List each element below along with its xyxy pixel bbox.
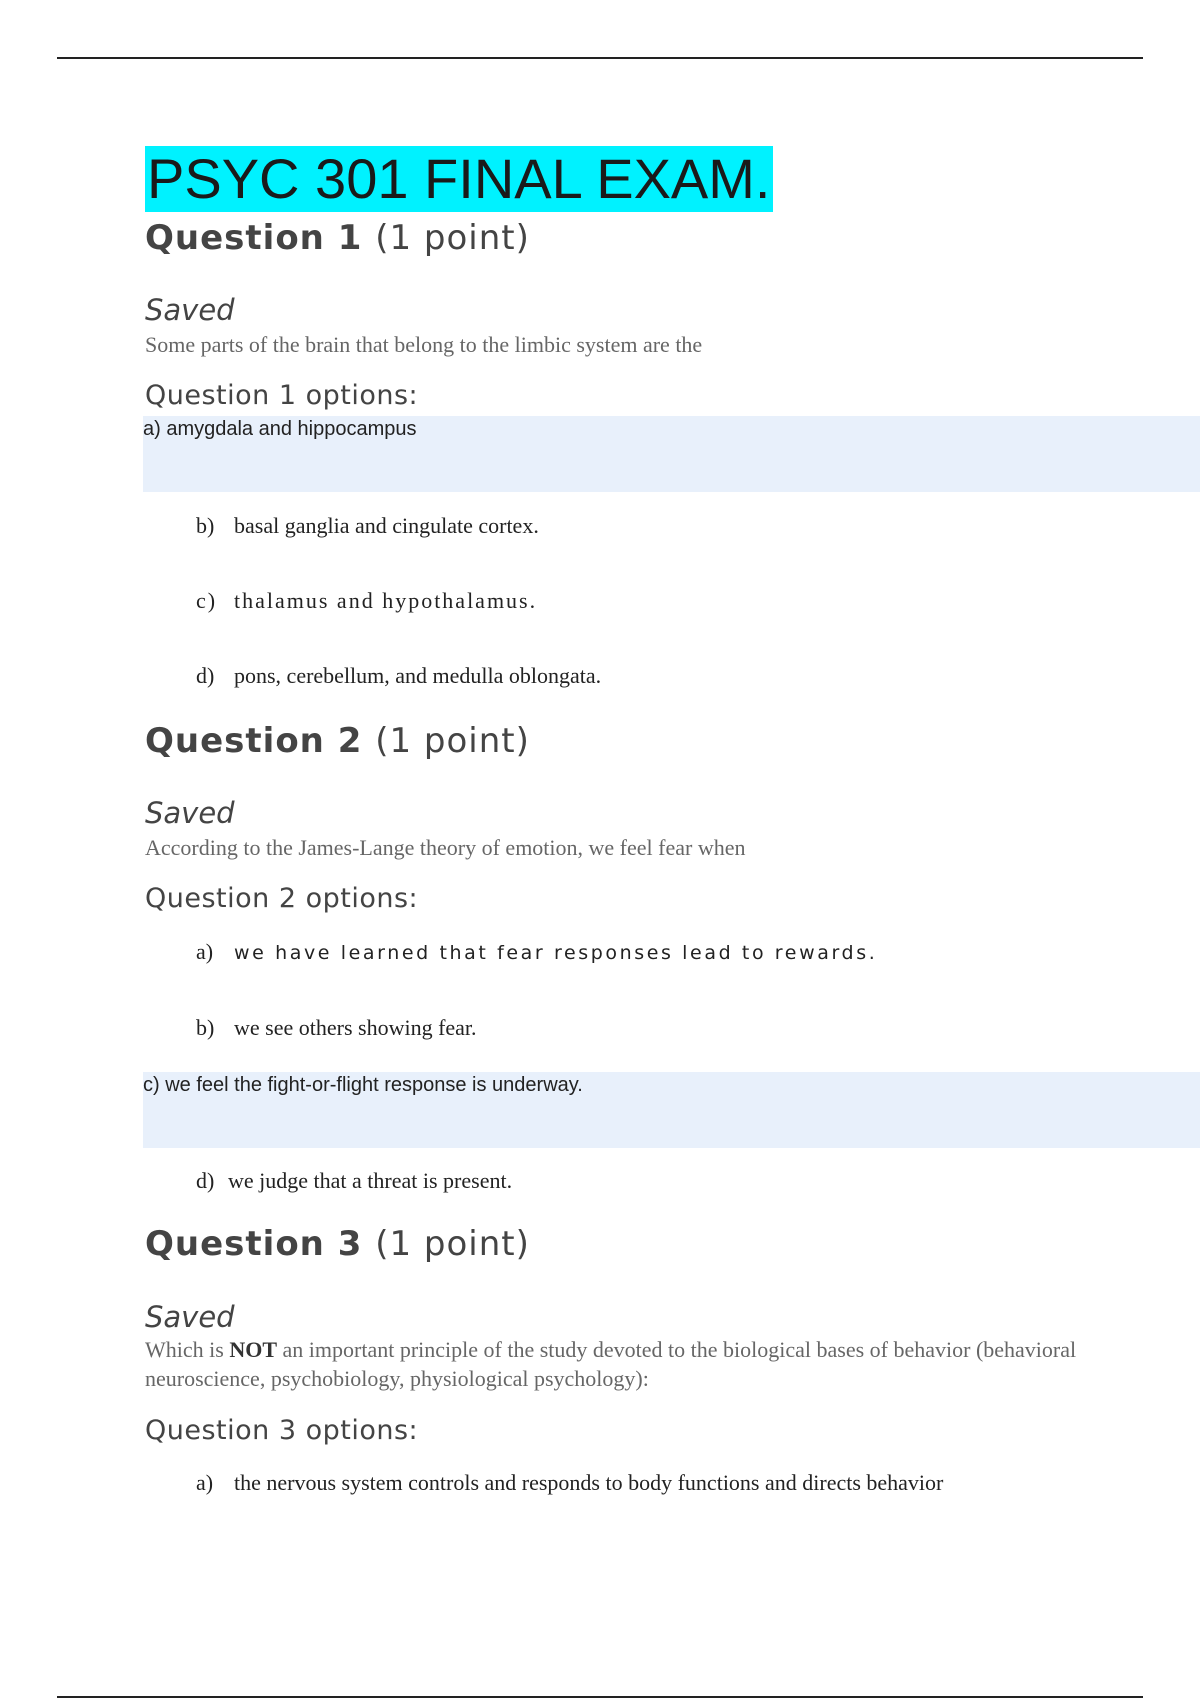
question-2-options-heading: Question 2 options: [145,883,419,914]
question-2-label: Question 2 [145,721,363,761]
option-letter: d) [196,1168,215,1193]
option-letter: b) [196,513,215,538]
question-2-option-b[interactable] [196,1015,477,1041]
question-2-points: (1 point) [375,721,530,761]
question-1-options-heading: Question 1 options: [145,380,419,411]
question-3-prompt [145,1335,1095,1393]
question-2-option-c-label: c) we feel the fight-or-flight response is underway. [143,1074,583,1096]
question-2-prompt: According to the James-Lange theory of emotion, we feel fear when [145,835,746,860]
question-1-points: (1 point) [375,218,530,258]
question-1-option-c[interactable] [196,588,537,614]
option-text: we judge that a threat is present. [228,1168,513,1193]
question-1-label: Question 1 [145,218,363,258]
option-text: we see others showing fear. [234,1015,477,1040]
prompt-emphasis: NOT [229,1337,278,1362]
question-2-option-c[interactable] [143,1072,1200,1148]
question-1-option-d[interactable] [196,663,601,689]
exam-title: PSYC 301 FINAL EXAM. [147,147,771,210]
question-2-heading [145,721,530,761]
option-letter: a) [196,1470,214,1495]
option-text: thalamus and hypothalamus. [234,588,538,613]
option-text: we have learned that fear responses lead to rewards. [234,942,878,964]
question-3-option-a[interactable] [196,1470,943,1496]
bottom-rule [57,1696,1143,1698]
top-rule [57,57,1143,59]
question-1-heading [145,218,530,258]
prompt-suffix: an important principle of the study devoted to the biological bases of behavior (behavioral neuroscience, psychobiology, physiological psychology): [145,1337,1077,1391]
question-3-points: (1 point) [375,1224,530,1264]
question-2-option-a[interactable] [196,939,877,965]
question-1-saved-status: Saved [145,293,235,327]
question-1-option-a[interactable] [143,416,1200,492]
question-1-option-b[interactable] [196,513,539,539]
question-1-option-a-label: a) amygdala and hippocampus [143,418,417,440]
option-text: the nervous system controls and responds to body functions and directs behavior [234,1470,944,1495]
option-letter: b) [196,1015,215,1040]
question-1-prompt: Some parts of the brain that belong to the limbic system are the [145,332,703,357]
option-text: basal ganglia and cingulate cortex. [234,513,539,538]
option-letter: a) [196,939,214,964]
question-2-saved-status: Saved [145,796,235,830]
question-3-saved-status: Saved [145,1300,235,1334]
question-2-option-d[interactable] [196,1168,512,1194]
option-letter: c) [196,588,218,613]
prompt-prefix: Which is [145,1337,230,1362]
option-letter: d) [196,663,215,688]
option-text: pons, cerebellum, and medulla oblongata. [234,663,602,688]
question-3-label: Question 3 [145,1224,363,1264]
question-3-options-heading: Question 3 options: [145,1415,419,1446]
question-3-heading [145,1224,530,1264]
